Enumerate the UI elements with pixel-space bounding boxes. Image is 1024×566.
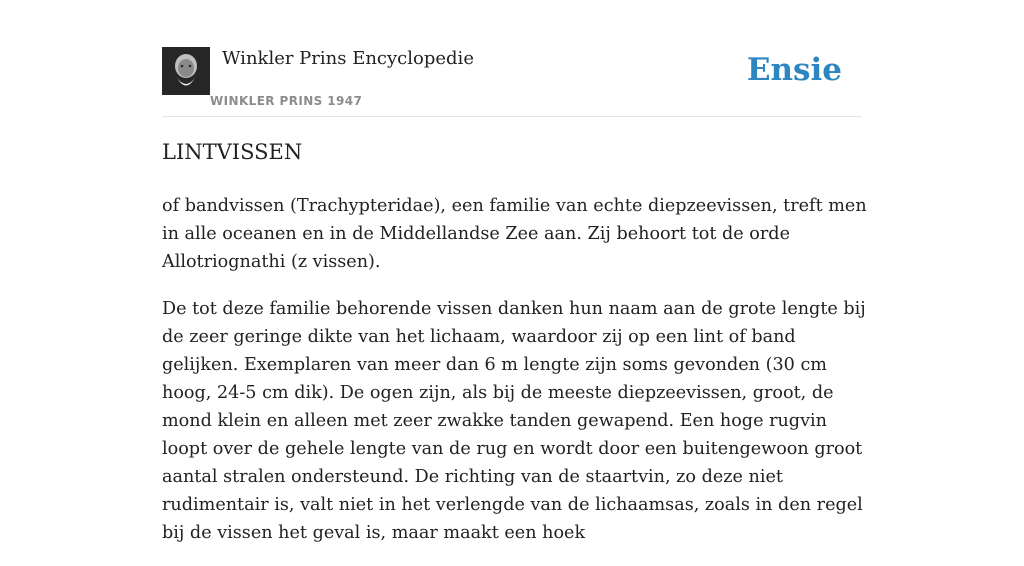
source-title-link[interactable]: Winkler Prins Encyclopedie	[222, 48, 474, 69]
source-edition: WINKLER PRINS 1947	[210, 94, 363, 108]
article-body	[162, 192, 868, 566]
ensie-logo-link[interactable]: Ensie	[746, 52, 842, 88]
article-title: LINTVISSEN	[162, 140, 303, 164]
author-avatar[interactable]	[162, 47, 210, 95]
article-paragraph: of bandvissen (Trachypteridae), een familie van echte diepzeevissen, treft men in alle oceanen en in de Middellandse Zee aan. Zij behoort tot de orde Allotriognathi (z vissen).	[162, 196, 867, 272]
source-header	[162, 40, 862, 117]
article-paragraph: De tot deze familie behorende vissen danken hun naam aan de grote lengte bij de zeer geringe dikte van het lichaam, waardoor zij op een lint of band gelijken. Exemplaren van meer dan 6 m lengte zijn soms gevonden (30 cm hoog, 24-5 cm dik). De ogen zijn, als bij de meeste diepzeevissen, groot, de mond klein en alleen met zeer zwakke tanden gewapend. Een hoge rugvin loopt over de gehele lengte van de rug en wordt door een buitengewoon groot aantal stralen ondersteund. De richting van de staartvin, zo deze niet rudimentair is, valt niet in het verlengde van de lichaamsas, zoals in den regel bij de vissen het geval is, maar maakt een hoek	[162, 299, 866, 543]
portrait-icon	[162, 47, 210, 95]
